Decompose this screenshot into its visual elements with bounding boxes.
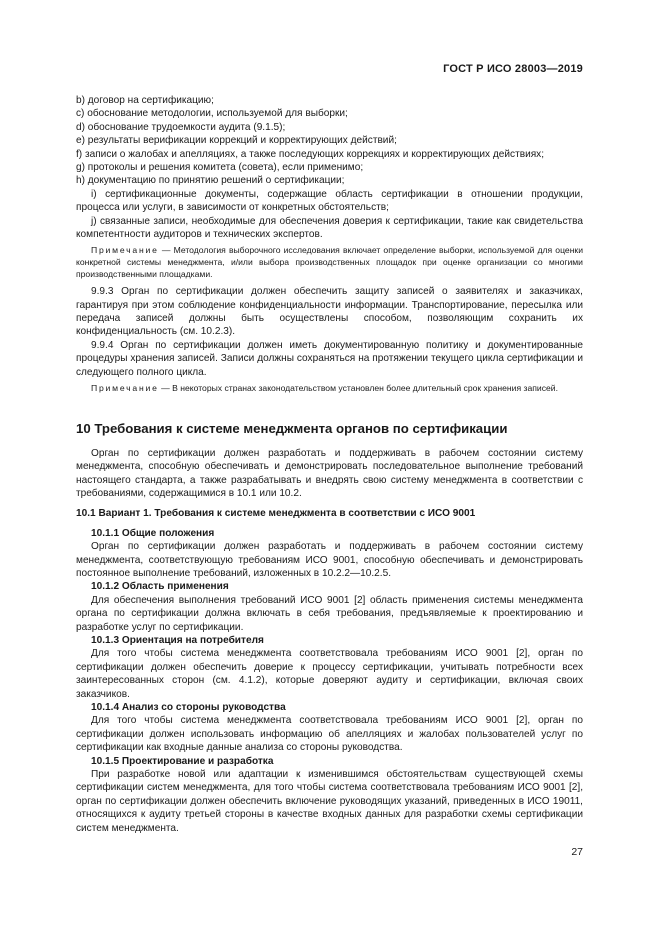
page-content: [76, 94, 583, 835]
list-item: c) обоснование методологии, используемой для выборки;: [76, 108, 348, 120]
subsection-text: Для того чтобы система менеджмента соответствовала требованиям ИСО 9001 [2], орган по сертификации должен обеспечить доверие к процессу сертификации, учитывать потребности всех заинтересованных сторон (см. 4.1.2), которые доверяют аудиту и сертификации, включая своих заказчиков.: [76, 648, 583, 700]
subsection-title: 10.1.1 Общие положения: [91, 527, 215, 539]
records-list: [76, 94, 583, 241]
list-item: g) протоколы и решения комитета (совета), если применимо;: [76, 162, 364, 174]
subsection-title: 10.1.5 Проектирование и разработка: [91, 755, 274, 767]
list-item: b) договор на сертификацию;: [76, 95, 214, 106]
subsection-text: При разработке новой или адаптации к изменившимся обстоятельствам существующей схемы сертификации систем менеджмента, для того чтобы система соответствовала требованиям ИСО 9001 [2], орган по сертификации должен обеспечить включение руководящих указаний, приведенных в ИСО 19011, относящихся к аудиту третьей стороны в качестве входных данных для разработки схемы сертификации систем менеджмента.: [76, 769, 583, 834]
paragraph-9-9-4: 9.9.4 Орган по сертификации должен иметь документированную политику и документированные процедуры хранения записей. Записи должны сохраняться на протяжении текущего цикла сертификации и следующего полного цикла.: [76, 339, 583, 378]
section-10-1-title: 10.1 Вариант 1. Требования к системе менеджмента в соответствии с ИСО 9001: [76, 508, 476, 520]
list-item: i) сертификационные документы, содержащие область сертификации в отношении продукции, процесса или услуги, в зависимости от конкретных обстоятельств;: [76, 188, 583, 214]
list-item: e) результаты верификации коррекций и корректирующих действий;: [76, 135, 397, 147]
note-label: Примечание: [91, 383, 159, 394]
list-item: j) связанные записи, необходимые для обеспечения доверия к сертификации, такие как свидетельства компетентности аудиторов и технических экспертов.: [76, 215, 583, 241]
note-retention: [76, 383, 583, 395]
note-label: Примечание: [91, 245, 159, 256]
list-item: h) документацию по принятию решений о сертификации;: [76, 175, 345, 187]
list-item: f) записи о жалобах и апелляциях, а также последующих коррекциях и корректирующих действиях;: [76, 148, 545, 160]
section-10-title: 10 Требования к системе менеджмента органов по сертификации: [76, 420, 508, 436]
list-item: d) обоснование трудоемкости аудита (9.1.5);: [76, 121, 286, 133]
paragraph-9-9-3: 9.9.3 Орган по сертификации должен обеспечить защиту записей о заявителях и заказчиках, гарантируя при этом соблюдение конфиденциальности информации. Транспортирование, пересылка или передача записей должны быть осуществлены способом, позволяющим сохранить их конфиденциальность (см. 10.2.3).: [76, 286, 583, 338]
subsection-text: Орган по сертификации должен разработать и поддерживать в рабочем состоянии систему менеджмента, соответствующую требованиям ИСО 9001, способную обеспечивать и демонстрировать постоянное выполнение требований, изложенных в 10.2.2—10.2.5.: [76, 541, 583, 579]
subsection-text: Для обеспечения выполнения требований ИСО 9001 [2] область применения системы менеджмента органа по сертификации должна включать в себя требования, предъявляемые к проектированию и разработке услуг по сертификации.: [76, 594, 583, 633]
note-text: — В некоторых странах законодательством установлен более длительный срок хранения записей.: [158, 383, 558, 394]
subsection-text: Для того чтобы система менеджмента соответствовала требованиям ИСО 9001 [2], орган по сертификации должен использовать информацию об апелляциях и жалобах пользователей услуг по сертификации как входные данные анализа со стороны руководства.: [76, 715, 583, 754]
subsection-title: 10.1.2 Область применения: [91, 581, 229, 593]
page-number: 27: [571, 846, 583, 858]
subsection-title: 10.1.4 Анализ со стороны руководства: [91, 702, 286, 713]
note-methodology: [76, 245, 583, 280]
section-10-intro: Орган по сертификации должен разработать и поддерживать в рабочем состоянии систему менеджмента, способную обеспечивать и демонстрировать последовательное выполнение требований настоящего стандарта, а также разрабатывать и внедрять свою систему менеджмента в соответствии с требованиями, содержащимися в 10.1 или 10.2.: [76, 447, 583, 499]
document-header: ГОСТ Р ИСО 28003—2019: [443, 63, 583, 75]
note-text: — Методология выборочного исследования включает определение выборки, используемой для оценки конкретной системы менеджмента, и/или выбора производственных площадок при оценке организации со многими производственными площадками.: [76, 245, 583, 279]
subsection-title: 10.1.3 Ориентация на потребителя: [91, 634, 264, 646]
